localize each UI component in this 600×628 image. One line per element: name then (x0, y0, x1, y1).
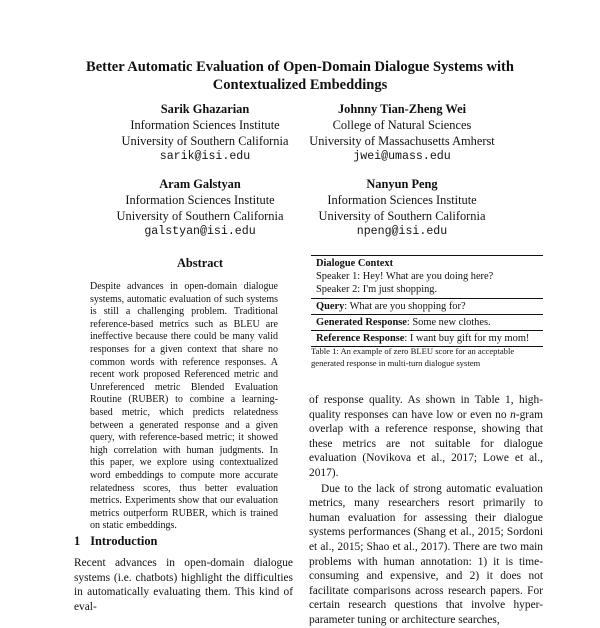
table-generated-label: Generated Response (316, 316, 407, 328)
author-block-4 (282, 176, 522, 240)
table-row-query (311, 298, 543, 314)
author-block-2 (282, 101, 522, 165)
author-affiliation: University of Southern California (121, 134, 289, 148)
table-context-heading: Dialogue Context (316, 258, 394, 269)
author-affiliation: Information Sciences Institute (130, 118, 280, 132)
author-affiliation: University of Massachusetts Amherst (309, 134, 495, 148)
paper-title-line-1: Better Automatic Evaluation of Open-Domain Dialogue Systems with (86, 59, 514, 75)
table-context-section (311, 255, 543, 298)
abstract-text: Despite advances in open-domain dialogue systems, automatic evaluation of such systems is still a challenging problem. Traditional reference-based metrics such as BLEU are ineffective because there could be many valid responses for a given context that share no common words with reference responses. A recent work proposed Referenced metric and Unreferenced metric Blended Evaluation Routine (RUBER) to combine a learning-based metric, which predicts relatedness between a generated response and a given query, with reference-based metric; it showed high correlation with human judgments. In this paper, we explore using contextualized word embeddings to compute more accurate relatedness scores, thus better evaluation metrics. Experiments show that our evaluation metrics outperform RUBER, which is trained on static embeddings. (90, 281, 278, 532)
abstract-heading: Abstract (176, 256, 224, 270)
body-text: of response quality. As shown in Table 1, high-quality responses can have low or even no (309, 394, 543, 421)
introduction-text: Recent advances in open-domain dialogue systems (i.e. chatbots) highlight the difficulties in automatically evaluating them. This kind of eval- (74, 557, 293, 613)
section-number: 1 (74, 534, 81, 548)
table-query-label: Query (316, 300, 345, 312)
author-affiliation: University of Southern California (318, 209, 486, 223)
table-speaker-2: Speaker 2: I'm just shopping. (316, 284, 438, 296)
section-title: Introduction (90, 534, 158, 548)
paper-title (60, 58, 540, 94)
table-speaker-1: Speaker 1: Hey! What are you doing here? (316, 271, 494, 283)
table-query-text: : What are you shopping for? (344, 300, 466, 312)
author-affiliation: College of Natural Sciences (332, 118, 472, 132)
table-reference-text: : I want buy gift for my mom! (404, 333, 530, 345)
paper-title-line-2: Contextualized Embeddings (212, 77, 388, 93)
table-caption: Table 1: An example of zero BLEU score for an acceptable generated response in multi-turn dialogue system (311, 346, 515, 368)
author-affiliation: University of Southern California (116, 209, 284, 223)
table-generated-text: : Some new clothes. (406, 316, 491, 328)
table-reference-label: Reference Response (316, 333, 405, 345)
author-affiliation: Information Sciences Institute (327, 193, 477, 207)
author-email[interactable]: npeng@isi.edu (356, 225, 448, 238)
author-affiliation: Information Sciences Institute (125, 193, 275, 207)
body-paragraph-2: Due to the lack of strong automatic evaluation metrics, many researchers resort primarily to human evaluation for assessing their dialogue systems performances (Shang et al., 2015; Sordoni et al., 2015; Shao et al., 2017). There are two main problems with human annotation: 1) it is time-consuming and expensive, and 2) it does not facilitate comparisons across research papers. For certain research questions that involve hyper-parameter tuning or architecture searches, (309, 482, 543, 626)
author-name: Sarik Ghazarian (160, 102, 250, 116)
table-row-generated (311, 314, 543, 330)
body-text-italic: n (510, 408, 516, 421)
author-email[interactable]: sarik@isi.edu (159, 150, 251, 163)
table-row-reference (311, 330, 543, 347)
right-column-body (309, 393, 543, 628)
body-paragraph-1 (309, 393, 543, 481)
section-heading-introduction (74, 534, 157, 549)
author-name: Nanyun Peng (366, 177, 438, 191)
author-email[interactable]: jwei@umass.edu (353, 150, 451, 163)
author-email[interactable]: galstyan@isi.edu (144, 225, 256, 238)
author-name: Aram Galstyan (159, 177, 241, 191)
author-name: Johnny Tian-Zheng Wei (337, 102, 467, 116)
body-text: -gram overlap with a reference response, showing that these metrics are not suitable for dialogue evaluation (Novikova et al., 2017; Lowe et al., 2017). (309, 408, 543, 479)
dialogue-example-table (311, 255, 543, 347)
